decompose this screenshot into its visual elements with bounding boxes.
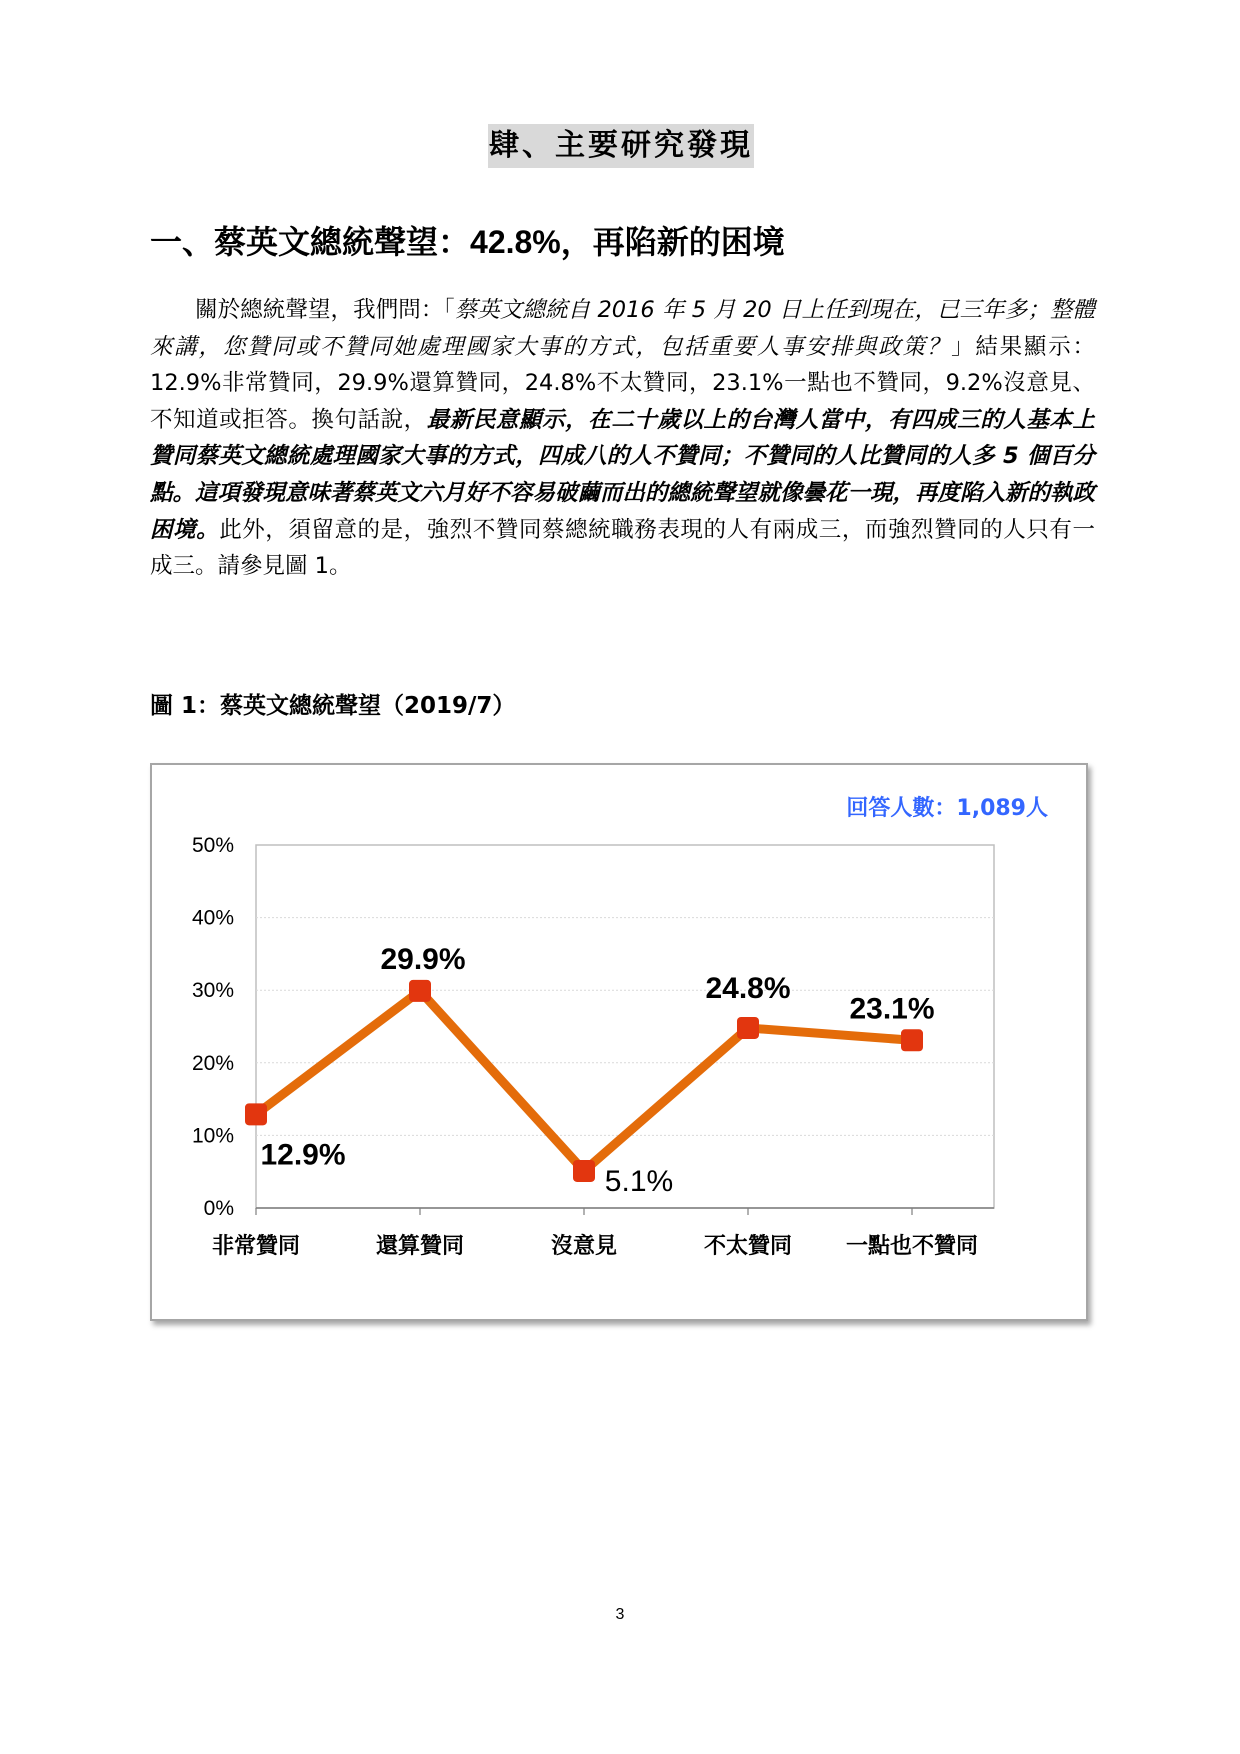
approval-chart (150, 763, 1088, 1321)
series-line (256, 991, 912, 1171)
data-label: 12.9% (260, 1138, 346, 1172)
paragraph-results: 」結果顯示：12.9%非常贊同，29.9%還算贊同，24.8%不太贊同，23.1%一點也不贊同，9.2%沒意見、不知道或拒答。換句話說， (150, 333, 1095, 433)
x-tick-label: 不太贊同 (703, 1234, 793, 1259)
paragraph-emphasis: 最新民意顯示，在二十歲以上的台灣人當中，有四成三的人基本上贊同蔡英文總統處理國家大事的方式，四成八的人不贊同；不贊同的人比贊同的人多 5 個百分點。這項發現意味著蔡英文六月好不容易破繭而出的總統聲望就像曇花一現，再度陷入新的執政困境。 (150, 406, 1096, 543)
data-label: 24.8% (705, 971, 791, 1005)
body-paragraph (150, 292, 1095, 585)
y-tick-label: 10% (191, 1124, 234, 1148)
y-tick-label: 40% (191, 906, 234, 930)
x-tick-label: 沒意見 (550, 1234, 618, 1259)
section-title: 肆、主要研究發現 (488, 124, 754, 168)
y-tick-label: 30% (191, 979, 234, 1003)
x-tick-label: 一點也不贊同 (845, 1234, 979, 1259)
paragraph-lead: 關於總統聲望，我們問：「 (195, 297, 455, 323)
line-chart-svg (152, 765, 1086, 1319)
data-point (573, 1160, 595, 1182)
y-tick-label: 50% (191, 834, 234, 857)
data-label: 23.1% (849, 992, 935, 1026)
data-point (737, 1017, 759, 1039)
y-tick-label: 20% (191, 1051, 234, 1075)
subtitle-prefix: 一、蔡英文總統聲望： (150, 223, 471, 261)
subtitle-suffix: ，再陷新的困境 (560, 223, 785, 261)
x-tick-label: 還算贊同 (375, 1234, 465, 1259)
respondents-annotation: 回答人數：1,089人 (846, 796, 1048, 821)
page-number: 3 (615, 1606, 625, 1623)
data-label: 5.1% (604, 1164, 674, 1198)
data-point (409, 980, 431, 1002)
data-point (901, 1029, 923, 1051)
subtitle-value: 42.8% (470, 224, 561, 260)
paragraph-tail: 此外，須留意的是，強烈不贊同蔡總統職務表現的人有兩成三，而強烈贊同的人只有一成三。請參見圖 1。 (150, 516, 1095, 580)
data-point (245, 1103, 267, 1125)
figure-caption: 圖 1：蔡英文總統聲望（2019/7） (150, 693, 516, 719)
survey-question: 蔡英文總統自 2016 年 5 月 20 日上任到現在，已三年多；整體來講，您贊同或不贊同她處理國家大事的方式，包括重要人事安排與政策？ (150, 297, 1095, 360)
data-label: 29.9% (380, 942, 466, 976)
y-tick-label: 0% (203, 1197, 234, 1220)
x-tick-label: 非常贊同 (211, 1234, 301, 1259)
subtitle (150, 214, 1090, 270)
